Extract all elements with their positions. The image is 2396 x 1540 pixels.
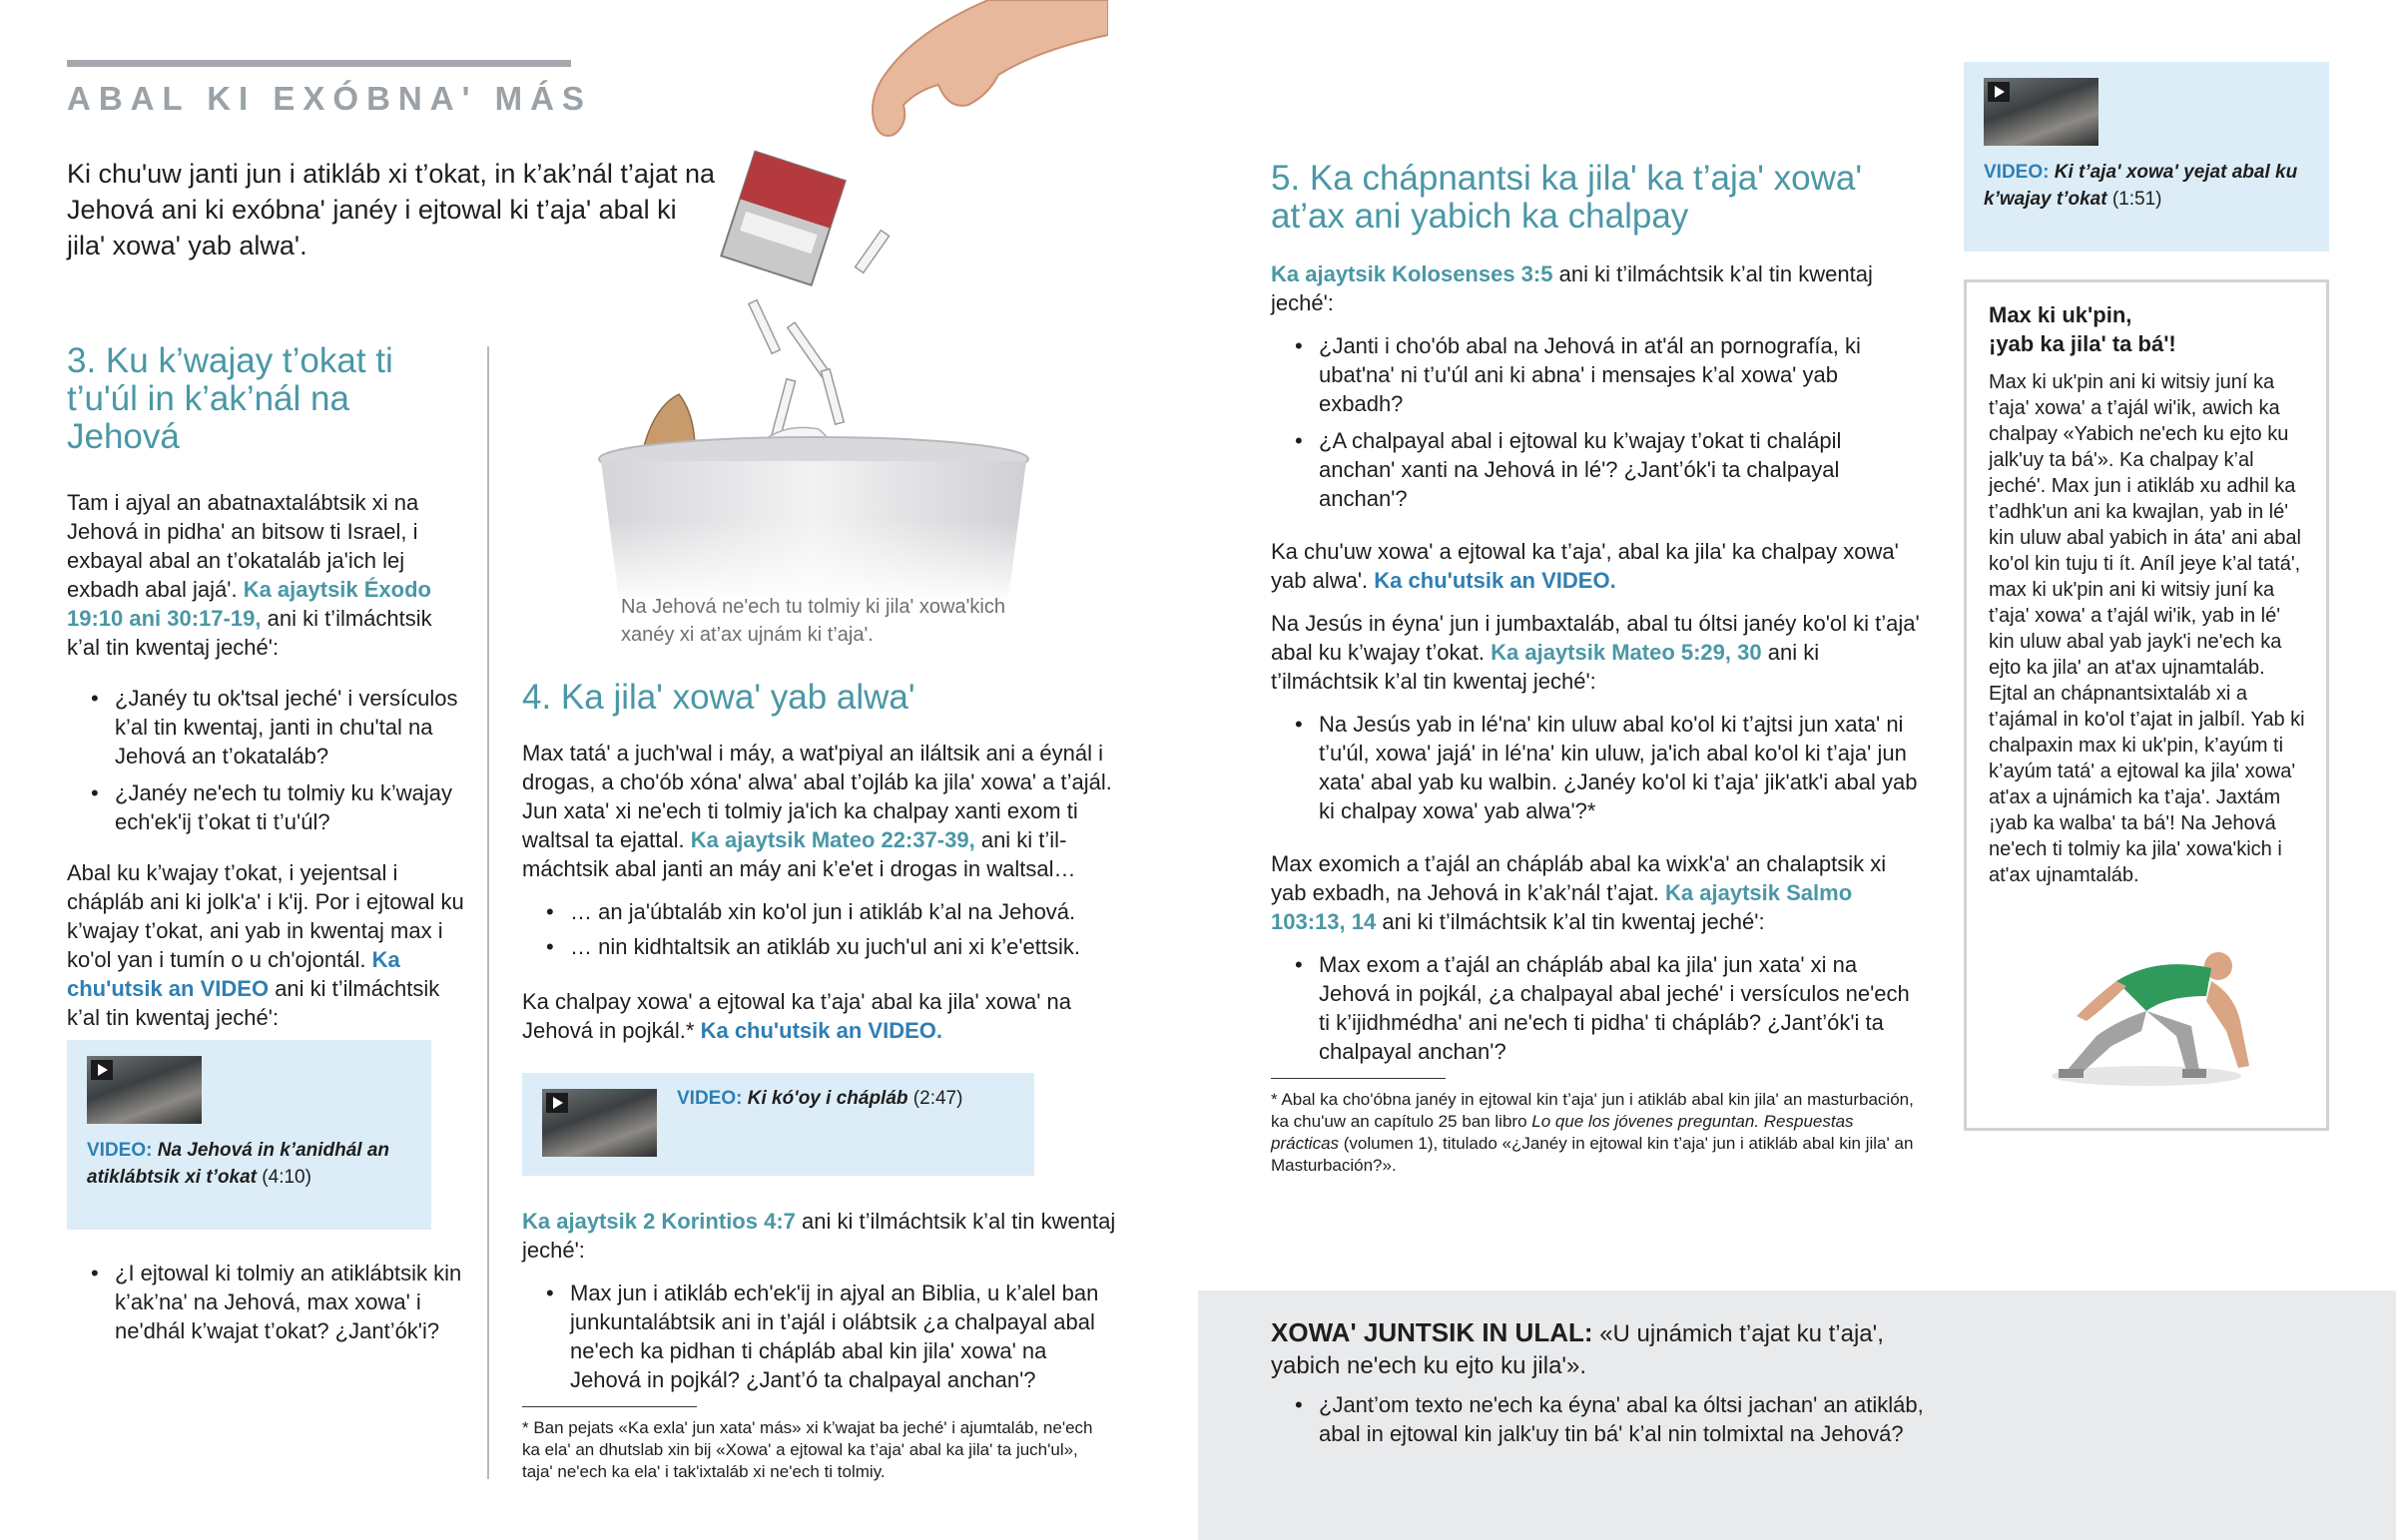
sidebar-title: Max ki uk'pin, ¡yab ka jila' ta bá'! (1989, 302, 2176, 356)
section-4-paragraph-1: Max tatá' a juch'wal i máy, a wat'piyal an iláltsik ani a éynál i drogas, a cho'ób xóna' alwa' abal t’ojláb ka jila' xowa' a t’ajál. Jun xata' xi ne'ech ti tolmiy ja'ich ka chalpay xanti exom ti waltsal ta ejattal. Ka ajaytsik Mateo 22:37-39, ani ki t’ilmáchtsik abal janti an máy ani k’e'et i drogas in waltsal… (522, 741, 1112, 881)
video-label: VIDEO: (1984, 162, 2050, 183)
video-title: Na Jehová in k’anidhál an atiklábtsik xi t’okat (87, 1140, 390, 1188)
runner-illustration (2037, 926, 2256, 1091)
summary-box (1198, 1290, 2396, 1540)
section-3-paragraph-2: Abal ku k’wajay t’okat, i yejentsal i chápláb ani ki jolk'a' i k'ij. Por i ejtowal ku k’wajay t’okat, ani yab in kwentaj max i ko'ol yan i tumín o u ch'ojontál. Ka chu'utsik an VIDEO ani ki t’ilmáchtsik k’al tin kwentaj jeché': (67, 860, 464, 1030)
scripture-link-exodo[interactable]: Ka ajaytsik Éxodo 19:10 ani 30:17-19, (67, 577, 431, 631)
play-icon[interactable] (546, 1093, 568, 1113)
list-item: • ¿Janti i cho'ób abal na Jehová in at'ál an pornografía, ki ubat'na' ni t’u'úl ani ki abna' i mensajes k’al xowa' yab exbadh? (1271, 331, 1920, 418)
video-title: Ki kó'oy i chápláb (747, 1088, 908, 1109)
video-title: Ki t’aja' xowa' yejat abal ku k’wajay t’okat (1984, 162, 2298, 210)
section-5-questions-3 (1271, 950, 1920, 1066)
video-duration: (2:47) (912, 1088, 963, 1109)
video-link[interactable]: Ka chu'utsik an VIDEO. (1374, 568, 1616, 593)
video-duration: (1:51) (2111, 189, 2162, 210)
list-item: • ¿Jant’om texto ne'ech ka éyna' abal ka óltsi jachan' an atikláb, abal in ejtowal kin jalk'uy tin bá' k’al nin tolmixtal na Jehová? (1271, 1390, 1970, 1448)
play-icon[interactable] (91, 1060, 113, 1080)
list-item: • Max jun i atikláb ech'ek'ij in ajyal an Biblia, u k’alel ban junkuntalábtsik ani in t’ajál i olábtsik ¿a chalpayal abal ne'ech ka pidhan ti chápláb abal kin jila' xowa' na Jehová in pojkál? ¿Jant’ó ta chalpayal anchan'? (522, 1279, 1121, 1394)
section-4-footnote: * Ban pejats «Ka exla' jun xata' más» xi k’wajat ba jeché' i ajumtaláb, ne'ech ka ela' an dhutslab xin bij «Xowa' a ejtowal ka t’aja' abal ka jila' ta juch'ul», taja' ne'ech ka ela' i tak'ixtaláb xi ne'ech ti tolmiy. (522, 1418, 1093, 1481)
section-4-heading: 4. Ka jila' xowa' yab alwa' (522, 678, 915, 717)
list-item: • ¿A chalpayal abal i ejtowal ku k’wajay t’okat ti chalápil anchan' xanti na Jehová in lé'? ¿Jant’ók'i ta chalpayal anchan'? (1271, 426, 1920, 513)
list-item: • … nin kidhtaltsik an atikláb xu juch'ul ani xi k’e'ettsik. (522, 932, 1131, 961)
play-icon[interactable] (1988, 82, 2010, 102)
section-4-question (522, 1279, 1131, 1394)
footnote-divider (1271, 1078, 1446, 1079)
scripture-link-kolosenses[interactable]: Ka ajaytsik Kolosenses 3:5 (1271, 261, 1553, 286)
video-thumbnail[interactable] (87, 1056, 202, 1124)
scripture-link-salmo[interactable]: Ka ajaytsik Salmo 103:13, 14 (1271, 880, 1853, 934)
list-item: • ¿Janéy tu ok'tsal jeché' i versículos k’al tin kwentaj, janti in chu'tal na Jehová an t’okataláb? (67, 684, 466, 770)
sidebar-box (1964, 279, 2329, 1131)
video-card-4-10[interactable] (67, 1040, 431, 1230)
section-5-paragraph-4: Max exomich a t’ajál an chápláb abal ka wixk'a' an chalaptsik xi yab exbadh, na Jehová in k’ak’nál t’ajat. Ka ajaytsik Salmo 103:13, 14 ani ki t’ilmáchtsik k’al tin kwentaj jeché': (1271, 851, 1887, 934)
section-5-questions-1 (1271, 331, 1920, 513)
section-5 (1271, 160, 1920, 1177)
video-thumbnail[interactable] (542, 1089, 657, 1157)
section-5-paragraph-2: Ka chu'uw xowa' a ejtowal ka t’aja', abal ka jila' ka chalpay xowa' yab alwa'. Ka chu'utsik an VIDEO. (1271, 539, 1899, 593)
video-thumbnail[interactable] (1984, 78, 2098, 146)
section-3 (67, 342, 466, 1032)
summary-quote: XOWA' JUNTSIK IN ULAL: «U ujnámich t’ajat ku t’aja', yabich ne'ech ku ejto ku jila'». (1271, 1317, 1884, 1379)
section-4-list (522, 897, 1131, 961)
video-link[interactable]: Ka chu'utsik an VIDEO. (700, 1018, 942, 1043)
list-item: • ¿Janéy ne'ech tu tolmiy ku k’wajay ech'ek'ij t’okat ti t’u'úl? (67, 778, 466, 836)
section-5-paragraph-1: Ka ajaytsik Kolosenses 3:5 ani ki t’ilmáchtsik k’al tin kwentaj jeché': (1271, 261, 1873, 315)
list-item: • … an ja'úbtaláb xin ko'ol jun i atikláb k’al na Jehová. (522, 897, 1131, 926)
summary-title: XOWA' JUNTSIK IN ULAL: (1271, 1317, 1593, 1347)
intro-text: Ki chu'uw janti jun i atikláb xi t’okat, in k’ak’nál t’ajat na Jehová ani ki exóbna' janéy i ejtowal ki t’aja' abal ki jila' xowa' yab alwa'. (67, 159, 715, 260)
section-3-heading: 3. Ku k’wajay t’okat ti t’u'úl in k’ak’nál na Jehová (67, 341, 393, 456)
summary-question (1271, 1390, 1970, 1448)
section-4 (522, 679, 1131, 1045)
column-divider (487, 346, 489, 1479)
sidebar-text: Max ki uk'pin ani ki witsiy juní ka t’aja' xowa' a t’ajál wi'ik, awich ka chalpay «Yabich ne'ech ku ejto ku jalk'uy ta bá'». Ka chalpay k’al jeché'. Max jun i atikláb xu adhil ka t’adhk'un ani ka kwajlan, yab in lé' kin uluw abal yabich in áta' ani abal ko'ol kin tuju ti ít. Aníl jeye k’al tatá', max ki uk'pin ani ki witsiy juní ka t’aja' xowa' a t’ajál wi'ik, yab in lé' kin uluw abal yab jayk'i ne'ech ka ejto ka jila' an at'ax ujnamtaláb. Ejtal an chápnantsixtaláb xi a t’ajámal in ko'ol t’ajat in jalbíl. Yab ki chalpaxin max ki uk'pin, k’ayúm ti k’ayúm tatá' a ejtowal ka jila' xowa' at'ax a ujnámich ka t’aja'. Jaxtám ¡yab ka walba' ta bá'! Na Jehová ne'ech ti tolmiy ka jila' xowa'kich i at'ax ujnamtaláb. (1989, 371, 2305, 886)
scripture-link-mateo-22[interactable]: Ka ajaytsik Mateo 22:37-39, (690, 827, 975, 852)
section-5-paragraph-3: Na Jesús in éyna' jun i jumbaxtaláb, abal tu óltsi janéy ko'ol ki t’aja' abal ku k’wajay t’okat. Ka ajaytsik Mateo 5:29, 30 ani ki t’ilmáchtsik k’al tin kwentaj jeché': (1271, 611, 1920, 694)
hand-icon (873, 0, 1108, 136)
section-4-paragraph-2: Ka chalpay xowa' a ejtowal ka t’aja' abal ka jila' xowa' na Jehová in pojkál.* Ka chu'utsik an VIDEO. (522, 989, 1071, 1043)
header-rule (67, 60, 571, 67)
list-item: • Max exom a t’ajál an chápláb abal ka jila' jun xata' xi na Jehová in pojkál, ¿a chalpayal abal jeché' i versículos ne'ech ti k’ijidhmédha' ani ne'ech ti pidha' ti chápláb? ¿Jant’ók'i ta chalpayal anchan'? (1271, 950, 1920, 1066)
section-5-footnote: * Abal ka cho'óbna janéy in ejtowal kin t’aja' jun i atikláb abal kin jila' an masturbación, ka chu'uw an capítulo 25 ban libro Lo que los jóvenes preguntan. Respuestas prácticas (volumen 1), titulado «¿Janéy in ejtowal kin t’aja' jun i atikláb abal kin jila' an Masturbación?». (1271, 1090, 1914, 1175)
video-card-2-47[interactable] (522, 1073, 1034, 1176)
list-item: • Na Jesús yab in lé'na' kin uluw abal ko'ol ki t’ajtsi jun xata' ni t’u'úl, xowa' jajá' in lé'na' kin uluw, ja'ich abal ko'ol ki t’aja' jun xata' abal yab ku walbin. ¿Janéy ko'ol ki t’aja' jik'atk'i abal yab ki chalpay xowa' yab alwa'?* (1271, 710, 1920, 825)
scripture-link-mateo-5[interactable]: Ka ajaytsik Mateo 5:29, 30 (1491, 640, 1762, 665)
video-card-1-51[interactable] (1964, 62, 2329, 252)
section-4-paragraph-3: Ka ajaytsik 2 Korintios 4:7 ani ki t’ilmáchtsik k’al tin kwentaj jeché': (522, 1209, 1116, 1263)
trash-bin-illustration (589, 0, 1108, 599)
image-caption: Na Jehová ne'ech tu tolmiy ki jila' xowa'kich xanéy xi at’ax ujnám ki t’aja'. (621, 596, 1005, 646)
video-label: VIDEO: (87, 1140, 153, 1161)
video-label: VIDEO: (677, 1088, 743, 1109)
list-item: • ¿I ejtowal ki tolmiy an atiklábtsik kin k’ak’na' na Jehová, max xowa' i ne'dhál k’wajat t’okat? ¿Jant’ók'i? (67, 1259, 476, 1345)
video-duration: (4:10) (262, 1167, 311, 1188)
section-5-heading: 5. Ka chápnantsi ka jila' ka t’aja' xowa' at’ax ani yabich ka chalpay (1271, 159, 1863, 236)
page-title: ABAL KI EXÓBNA' MÁS (67, 80, 592, 117)
section-3-question-after-video (67, 1259, 476, 1345)
video-link[interactable]: Ka chu'utsik an VIDEO (67, 947, 400, 1001)
scripture-link-2-korintios[interactable]: Ka ajaytsik 2 Korintios 4:7 (522, 1209, 796, 1234)
section-5-questions-2 (1271, 710, 1920, 825)
footnote-divider (522, 1406, 697, 1407)
section-3-paragraph-1: Tam i ajyal an abatnaxtalábtsik xi na Jehová in pidha' an bitsow ti Israel, i exbayal abal an t’okataláb ja'ich lej exbadh abal jajá'. Ka ajaytsik Éxodo 19:10 ani 30:17-19, ani ki t’ilmáchtsik k’al tin kwentaj jeché': (67, 490, 432, 660)
section-3-questions (67, 684, 466, 836)
